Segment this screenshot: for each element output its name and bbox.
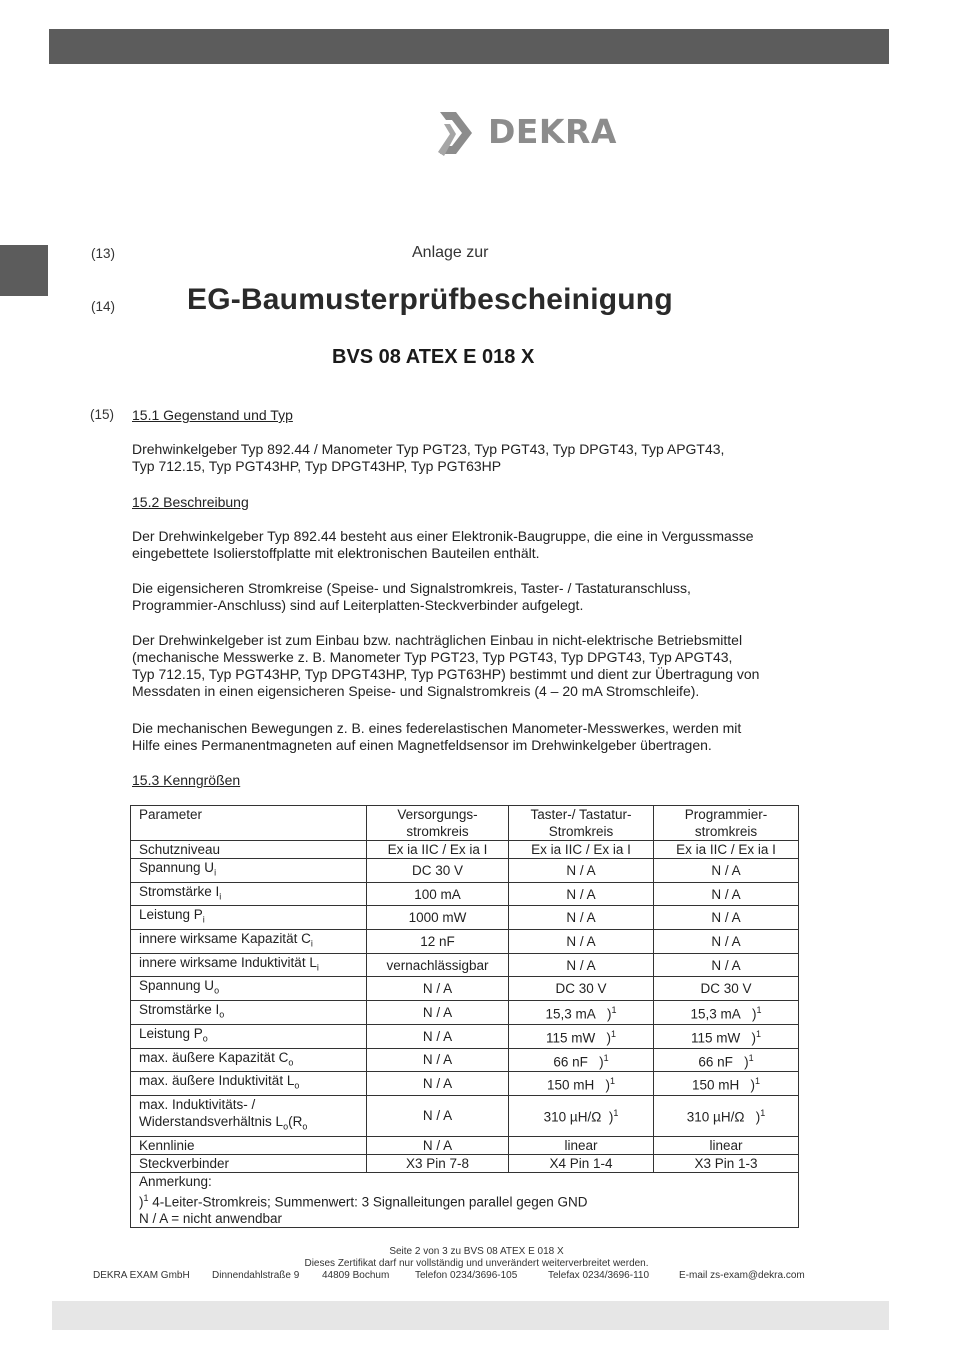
top-header-bar	[49, 29, 889, 64]
table-row-kennlinie	[131, 1136, 799, 1154]
value-text: N / A	[711, 862, 741, 878]
note-text: N / A = nicht anwendbar	[139, 1211, 282, 1227]
text-line: Die eigensicheren Stromkreise (Speise- und Signalstromkreis, Taster- / Tastaturanschluss,	[132, 580, 691, 596]
footnote-paren: )	[750, 1077, 756, 1093]
section-number-14: (14)	[91, 299, 116, 314]
param-cell	[131, 859, 367, 883]
value-cell	[509, 1095, 654, 1136]
paragraph-15-2-1	[132, 528, 754, 562]
footnote-mark: 1	[760, 1108, 766, 1119]
anlage-label: Anlage zur	[412, 244, 489, 261]
note-title: Anmerkung:	[139, 1173, 212, 1189]
dekra-logo-text: DEKRA	[488, 112, 617, 151]
footnote-paren: )	[744, 1054, 749, 1070]
footnote-mark: 1	[611, 1028, 617, 1039]
value-text: N / A	[422, 1076, 453, 1092]
value-cell	[367, 930, 509, 954]
value-cell	[654, 953, 799, 977]
value-text: 15,3 mA	[690, 1006, 741, 1022]
footer-company: DEKRA EXAM GmbH	[93, 1270, 190, 1281]
value-text: 66 nF	[698, 1054, 733, 1070]
footer-fax: Telefax 0234/3696-110	[548, 1270, 650, 1281]
param-text: Leistung P	[139, 1025, 203, 1041]
value-text: Ex ia IIC / Ex ia I	[531, 842, 631, 857]
param-text: Schutzniveau	[139, 842, 221, 857]
param-text: innere wirksame Induktivität L	[139, 954, 317, 970]
value-text: N / A	[566, 910, 596, 926]
footnote-paren: )	[606, 1030, 611, 1046]
text-line: Der Drehwinkelgeber ist zum Einbau bzw. nachträglichen Einbau in nicht-elektrische Betriebsmittel	[132, 632, 743, 648]
value-cell	[509, 930, 654, 954]
footnote-mark: 1	[611, 1005, 617, 1016]
param-text: Stromstärke I	[139, 883, 220, 899]
value-text: N / A	[711, 910, 741, 926]
param-text: Widerstandsverhältnis L	[139, 1113, 284, 1129]
value-cell	[509, 841, 654, 859]
footnote-mark: 1	[755, 1076, 761, 1087]
value-text: 310 µH/Ω	[686, 1109, 745, 1125]
param-cell: Steckverbinder	[131, 1154, 367, 1172]
heading-15-3: 15.3 Kenngrößen	[132, 772, 241, 788]
param-text: (R	[288, 1113, 303, 1129]
footnote-mark: 1	[756, 1028, 762, 1039]
table-row	[131, 906, 799, 930]
header-parameter	[131, 806, 367, 841]
param-cell	[131, 906, 367, 930]
param-cell	[131, 1095, 367, 1136]
footer-page-info: Seite 2 von 3 zu BVS 08 ATEX E 018 X	[389, 1246, 564, 1257]
value-text: N / A	[566, 957, 596, 973]
value-text: 100 mA	[414, 886, 461, 902]
value-text: N / A	[422, 1028, 453, 1044]
side-tab-marker	[0, 245, 48, 296]
param-subscript: o	[219, 1009, 225, 1020]
text-line: Messdaten in einen eigensicheren Speise- und Signalstromkreis (4 – 20 mA Stromschleife).	[132, 683, 700, 699]
value-text: DC 30 V	[555, 981, 607, 997]
param-cell	[131, 953, 367, 977]
footnote-mark: 1	[143, 1192, 149, 1203]
section-number-15: (15)	[90, 407, 115, 422]
value-cell: X3 Pin 1-3	[654, 1154, 799, 1172]
value-cell	[367, 859, 509, 883]
value-cell	[654, 882, 799, 906]
table-row	[131, 1024, 799, 1048]
value-cell: linear	[654, 1136, 799, 1154]
value-cell	[509, 859, 654, 883]
value-cell	[654, 977, 799, 1001]
param-cell	[131, 1072, 367, 1096]
value-cell	[367, 906, 509, 930]
footnote-mark: 1	[603, 1052, 609, 1063]
text-line: Hilfe eines Permanentmagneten auf einen Magnetfeldsensor im Drehwinkelgeber übertragen.	[132, 737, 712, 753]
header-taster	[509, 806, 654, 841]
param-cell	[131, 1024, 367, 1048]
footnote-paren: )	[605, 1077, 611, 1093]
value-cell	[509, 882, 654, 906]
footnote-mark: 1	[756, 1005, 762, 1016]
dekra-logo-icon	[436, 108, 482, 158]
value-cell	[654, 906, 799, 930]
header-versorgung	[367, 806, 509, 841]
param-text: innere wirksame Kapazität C	[139, 931, 311, 947]
header-text: stromkreis	[406, 824, 469, 839]
value-text: 115 mW	[545, 1030, 596, 1046]
value-text: N / A	[711, 886, 741, 902]
footnote-mark: 1	[610, 1076, 616, 1087]
param-text: max. Induktivitäts- /	[139, 1096, 256, 1112]
value-cell	[654, 1072, 799, 1096]
value-cell: N / A	[367, 1095, 509, 1136]
section-number-13: (13)	[91, 246, 116, 261]
value-text: N / A	[566, 886, 596, 902]
header-programmier	[654, 806, 799, 841]
value-text: N / A	[422, 981, 453, 997]
footer-city: 44809 Bochum	[322, 1270, 390, 1281]
param-cell	[131, 1048, 367, 1072]
value-text: DC 30 V	[411, 862, 464, 878]
table-row	[131, 1048, 799, 1072]
value-text: N / A	[566, 862, 596, 878]
param-text: max. äußere Induktivität L	[139, 1073, 295, 1089]
value-cell	[509, 906, 654, 930]
table-header-row	[131, 806, 799, 841]
footnote-mark: 1	[748, 1052, 754, 1063]
footer-phone: Telefon 0234/3696-105	[415, 1270, 518, 1281]
value-text: vernachlässigbar	[386, 957, 489, 973]
heading-15-2: 15.2 Beschreibung	[132, 494, 249, 510]
footer-email: E-mail zs-exam@dekra.com	[679, 1270, 805, 1281]
param-subscript: i	[214, 867, 217, 878]
text-line: Der Drehwinkelgeber Typ 892.44 besteht aus einer Elektronik-Baugruppe, die eine in Vergussmasse	[132, 528, 754, 544]
value-cell	[367, 1072, 509, 1096]
param-subscript: i	[219, 891, 222, 902]
param-subscript: i	[310, 938, 313, 949]
value-cell	[509, 1024, 654, 1048]
header-parameter-text: Parameter	[139, 807, 203, 822]
value-text: N / A	[711, 933, 741, 949]
value-text: 66 nF	[553, 1054, 588, 1070]
param-text: Spannung U	[139, 978, 215, 994]
value-cell: X4 Pin 1-4	[509, 1154, 654, 1172]
value-text: 310 µH/Ω	[543, 1109, 602, 1125]
text-line: Typ 712.15, Typ PGT43HP, Typ DPGT43HP, Typ PGT63HP	[132, 458, 502, 474]
header-text: Programmier-	[684, 807, 768, 822]
paragraph-15-2-2	[132, 580, 691, 614]
value-cell	[654, 1095, 799, 1136]
param-cell: Kennlinie	[131, 1136, 367, 1154]
param-subscript: o	[294, 1080, 300, 1091]
value-cell	[367, 953, 509, 977]
param-cell	[131, 977, 367, 1001]
value-cell: linear	[509, 1136, 654, 1154]
value-text: 150 mH	[691, 1077, 740, 1093]
value-text: 115 mW	[690, 1030, 741, 1046]
value-cell	[367, 1024, 509, 1048]
param-text: Leistung P	[139, 907, 203, 923]
value-cell	[509, 1001, 654, 1025]
value-cell	[367, 882, 509, 906]
param-text: max. äußere Kapazität C	[139, 1049, 289, 1065]
param-subscript: i	[316, 962, 319, 973]
param-cell	[131, 882, 367, 906]
header-text: Versorgungs-	[397, 807, 478, 822]
table-row	[131, 953, 799, 977]
param-subscript: o	[202, 1033, 208, 1044]
text-line: Drehwinkelgeber Typ 892.44 / Manometer Typ PGT23, Typ PGT43, Typ DPGT43, Typ APGT43,	[132, 441, 725, 457]
dekra-logo	[436, 108, 617, 158]
footnote-paren: )	[599, 1054, 604, 1070]
footnote-paren: )	[607, 1006, 612, 1022]
footnote-mark: 1	[613, 1108, 619, 1119]
value-cell	[509, 1072, 654, 1096]
footnote-paren: )	[755, 1109, 761, 1125]
value-text: N / A	[422, 1004, 453, 1020]
value-text: N / A	[711, 957, 741, 973]
value-cell: X3 Pin 7-8	[367, 1154, 509, 1172]
table-row-ratio	[131, 1095, 799, 1136]
paragraph-15-2-4	[132, 720, 741, 754]
table-note-row	[131, 1172, 799, 1228]
header-text: Stromkreis	[548, 824, 614, 839]
param-text: Spannung U	[139, 860, 215, 875]
table-row	[131, 841, 799, 859]
value-cell	[367, 977, 509, 1001]
value-cell	[509, 977, 654, 1001]
value-cell	[367, 1001, 509, 1025]
note-cell	[131, 1172, 799, 1228]
footer-notice: Dieses Zertifikat darf nur vollständig und unverändert weiterverbreitet werden.	[304, 1258, 649, 1269]
param-subscript: o	[288, 1057, 294, 1068]
table-row	[131, 1001, 799, 1025]
table-row	[131, 1072, 799, 1096]
param-text-line2: Widerstandsverhältnis $L_o(R_o$	[139, 1113, 308, 1132]
page-title: EG-Baumusterprüfbescheinigung	[187, 283, 673, 316]
table-row	[131, 859, 799, 883]
param-cell	[131, 930, 367, 954]
kenngroessen-table	[130, 805, 799, 1228]
value-text: N / A	[566, 933, 596, 949]
footnote-paren: )	[751, 1030, 756, 1046]
table-row	[131, 930, 799, 954]
value-text: N / A	[422, 1052, 453, 1068]
note-text: 4-Leiter-Stromkreis; Summenwert: 3 Signalleitungen parallel gegen GND	[152, 1194, 588, 1210]
param-subscript: o	[214, 986, 220, 997]
value-cell	[367, 1048, 509, 1072]
table-row	[131, 977, 799, 1001]
value-cell	[654, 859, 799, 883]
table-row-steckverbinder	[131, 1154, 799, 1172]
paragraph-15-1	[132, 441, 724, 475]
value-cell	[654, 841, 799, 859]
paragraph-15-2-3	[132, 632, 759, 700]
footnote-paren: )	[139, 1194, 144, 1210]
footnote-paren: )	[608, 1109, 614, 1125]
value-cell	[509, 953, 654, 977]
footer-street: Dinnendahlstraße 9	[212, 1270, 300, 1281]
value-text: 12 nF	[420, 933, 455, 949]
param-subscript: i	[202, 915, 205, 926]
param-text: Stromstärke I	[139, 1002, 220, 1018]
value-text: Ex ia IIC / Ex ia I	[676, 842, 776, 857]
value-text: DC 30 V	[700, 981, 752, 997]
certificate-number: BVS 08 ATEX E 018 X	[332, 346, 535, 368]
param-cell	[131, 841, 367, 859]
text-line: Typ 712.15, Typ PGT43HP, Typ DPGT43HP, Typ PGT63HP) bestimmt und dient zur Übertragung von	[132, 666, 760, 682]
text-line: eingebettete Isolierstoffplatte mit elektronischen Bauteilen enthält.	[132, 545, 540, 561]
value-cell	[654, 1048, 799, 1072]
text-line: Programmier-Anschluss) sind auf Leiterplatten-Steckverbinder aufgelegt.	[132, 597, 584, 613]
table-row	[131, 882, 799, 906]
header-text: Taster-/ Tastatur-	[530, 807, 632, 822]
value-text: 150 mH	[546, 1077, 595, 1093]
value-cell	[654, 1024, 799, 1048]
param-cell	[131, 1001, 367, 1025]
text-line: Die mechanischen Bewegungen z. B. eines federelastischen Manometer-Messwerkes, werden mit	[132, 720, 742, 736]
value-text: 15,3 mA	[545, 1006, 596, 1022]
value-text: 1000 mW	[408, 910, 467, 926]
header-text: stromkreis	[694, 824, 758, 839]
note-footnote-line	[139, 1190, 794, 1211]
text-line: (mechanische Messwerke z. B. Manometer Typ PGT23, Typ PGT43, Typ DPGT43, Typ APGT43,	[132, 649, 733, 665]
footnote-paren: )	[752, 1006, 757, 1022]
bottom-bar	[52, 1301, 889, 1330]
value-cell	[509, 1048, 654, 1072]
heading-15-1: 15.1 Gegenstand und Typ	[132, 407, 293, 423]
value-cell	[654, 1001, 799, 1025]
value-cell	[654, 930, 799, 954]
value-text: Ex ia IIC / Ex ia I	[387, 842, 488, 857]
value-cell	[367, 841, 509, 859]
value-cell: N / A	[367, 1136, 509, 1154]
